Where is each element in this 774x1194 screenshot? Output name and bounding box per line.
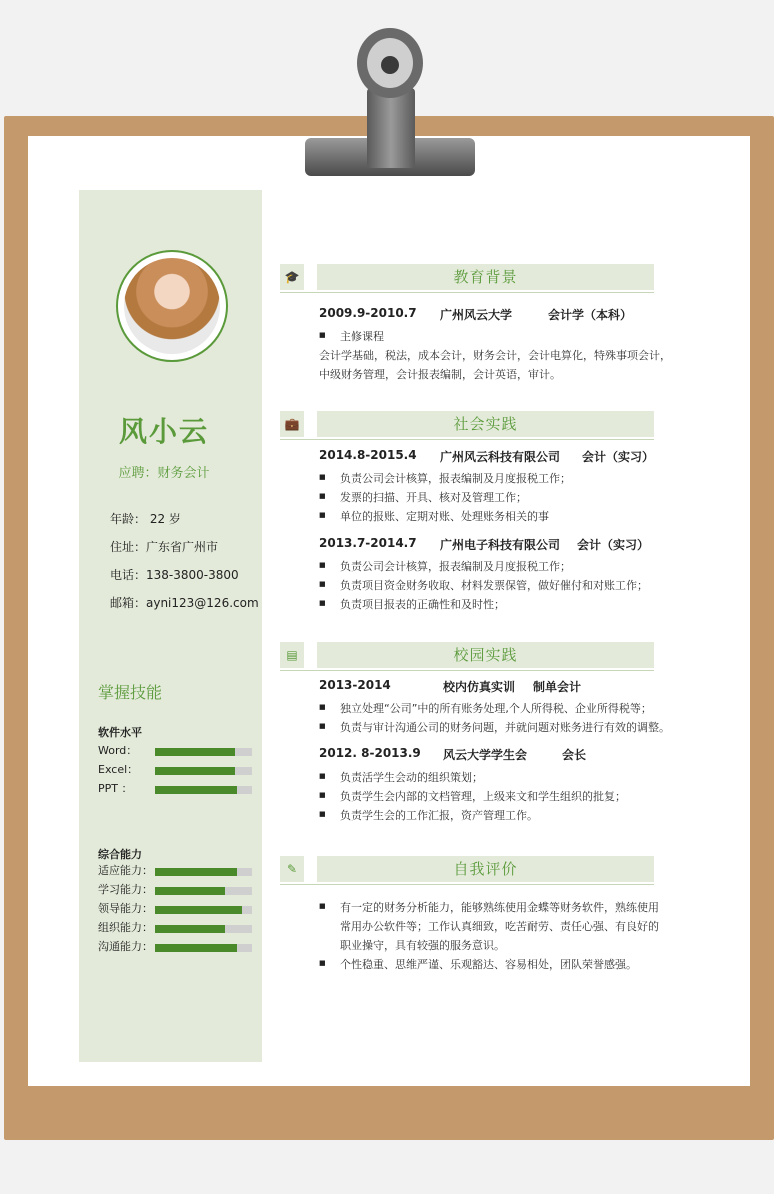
skill-row [98,881,258,899]
skill-row [98,938,258,956]
software-skills-title: 软件水平 [98,726,142,739]
email-info: 邮箱：ayni123@126.com [110,596,259,610]
skill-row [98,761,258,779]
skill-row [98,919,258,937]
job-target: 应聘：财务会计 [118,466,210,481]
document-icon: ▤ [280,642,304,668]
graduation-cap-icon: 🎓 [280,264,304,290]
skill-row [98,862,258,880]
skill-label: PPT ： [98,782,133,795]
social-title: 社会实践 [317,411,654,437]
phone-info: 电话：138-3800-3800 [110,568,239,582]
education-major: 会计学（本科） [548,308,633,322]
age-info: 年龄： 22 岁 [110,512,181,526]
address-info: 住址：广东省广州市 [110,540,219,554]
avatar [116,250,228,362]
general-skills-title: 综合能力 [98,848,142,861]
campus-title: 校园实践 [317,642,654,668]
binder-clip [305,28,475,178]
skill-level-bar [155,925,252,933]
skill-level-bar [155,748,252,756]
skill-level-fill [155,944,237,952]
education-title: 教育背景 [317,264,654,290]
edit-icon: ✎ [280,856,304,882]
skill-row [98,900,258,918]
skill-row [98,742,258,760]
skill-level-bar [155,887,252,895]
skill-label: 学习能力： [98,883,153,896]
skill-level-bar [155,868,252,876]
skill-level-bar [155,944,252,952]
skill-level-fill [155,868,237,876]
education-section-header [280,264,654,294]
skill-level-bar [155,906,252,914]
self-line: 职业操守，具有较强的服务意识。 [340,939,505,952]
education-period: 2009.9-2010.7 [319,306,417,320]
skill-level-bar [155,767,252,775]
education-courses-line: 会计学基础，税法，成本会计，财务会计，会计电算化，特殊事项会计， [319,349,671,362]
skill-label: 组织能力： [98,921,153,934]
skill-level-bar [155,786,252,794]
skill-level-fill [155,786,237,794]
skill-label: 适应能力： [98,864,153,877]
skill-label: Excel： [98,763,139,776]
skill-level-fill [155,925,225,933]
self-section-header [280,856,654,886]
skill-level-fill [155,906,242,914]
skill-level-fill [155,748,235,756]
skill-level-fill [155,887,225,895]
skill-label: 沟通能力： [98,940,153,953]
skill-row [98,780,258,798]
skills-title: 掌握技能 [98,683,163,702]
candidate-name: 风小云 [118,415,209,448]
self-title: 自我评价 [317,856,654,882]
education-courses-line: 中级财务管理，会计报表编制，会计英语，审计。 [319,368,561,381]
skill-level-fill [155,767,235,775]
skill-label: Word： [98,744,138,757]
briefcase-icon: 💼 [280,411,304,437]
social-section-header [280,411,654,441]
skill-label: 领导能力： [98,902,153,915]
education-school: 广州风云大学 [440,308,513,322]
self-line: 常用办公软件等；工作认真细致，吃苦耐劳、责任心强、有良好的 [340,920,659,933]
campus-section-header [280,642,654,672]
